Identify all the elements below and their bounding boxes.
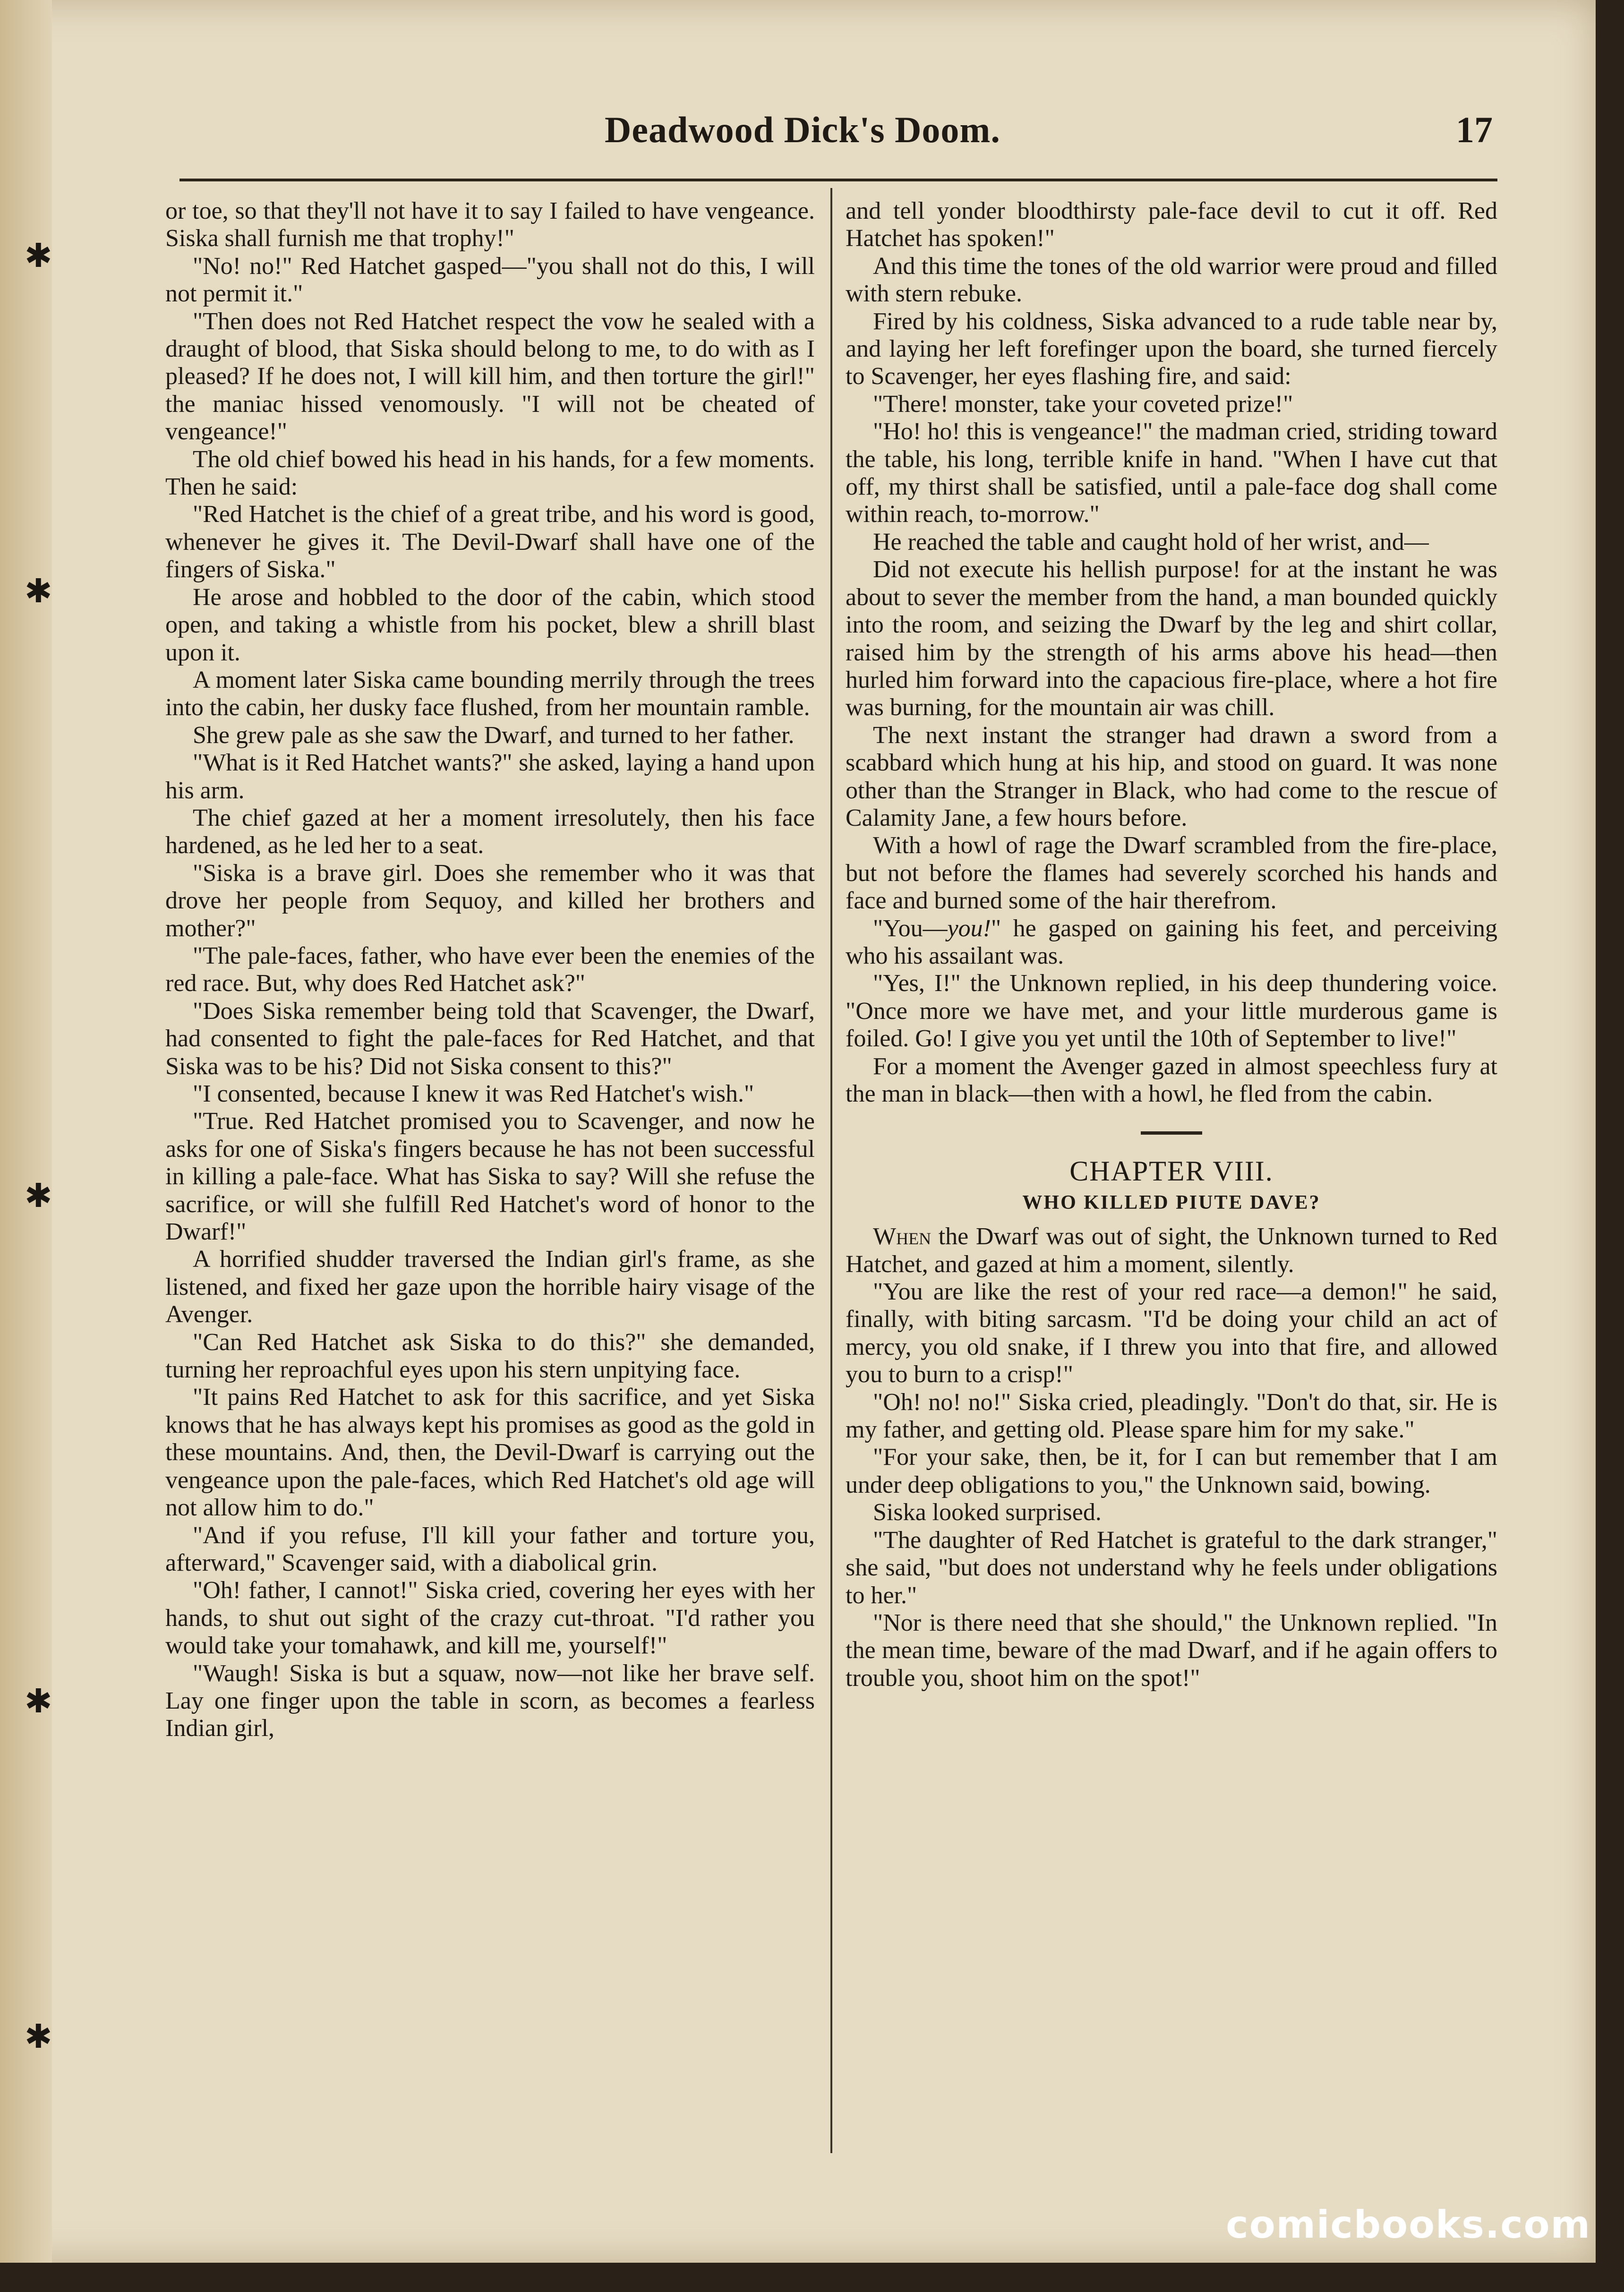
paragraph: and tell yonder bloodthirsty pale-face devil to cut it off. Red Hatchet has spoken!" [846,197,1497,252]
italic-text: you! [947,915,991,942]
text-run: "You— [873,915,948,942]
paragraph: "Oh! father, I cannot!" Siska cried, covering her eyes with her hands, to shut out sight of the crazy cut-throat. "I'd rather you would take your tomahawk, and kill me, yourself!" [165,1577,815,1659]
paragraph: "True. Red Hatchet promised you to Scavenger, and now he asks for one of Siska's fingers because he has not been successful in killing a pale-face. What has Siska to say? Will she refuse the sacrifice, or will she fulfill Red Hatchet's word of honor to the Dwarf!" [165,1108,815,1246]
running-header [605,109,1493,161]
paragraph: "The daughter of Red Hatchet is grateful to the dark stranger," she said, "but does not understand why he feels under obligations to her." [846,1526,1497,1609]
paragraph: "Yes, I!" the Unknown replied, in his deep thundering voice. "Once more we have met, and your little murderous game is foiled. Go! I give you yet until the 10th of September to live!" [846,970,1497,1052]
column-divider [830,188,832,2153]
paragraph: And this time the tones of the old warrior were proud and filled with stern rebuke. [846,252,1497,308]
lead-word: When [873,1223,932,1250]
chapter-opening-paragraph [846,1223,1497,1278]
paragraph [846,915,1497,970]
running-title: Deadwood Dick's Doom. [605,109,1000,150]
stitch-mark-icon: ✱ [25,1178,52,1214]
paragraph: The old chief bowed his head in his hands, for a few moments. Then he said: [165,445,815,501]
paragraph: "Does Siska remember being told that Scavenger, the Dwarf, had consented to fight the pale-faces for Red Hatchet, and that Siska was to be his? Did not Siska consent to this?" [165,997,815,1080]
paragraph: "Waugh! Siska is but a squaw, now—not like her brave self. Lay one finger upon the table in scorn, as becomes a fearless Indian girl, [165,1659,815,1742]
paragraph: "Then does not Red Hatchet respect the vow he sealed with a draught of blood, that Siska should belong to me, to do with as I pleased? If he does not, I will kill him, and then torture the girl!" the maniac hissed venomously. "I will not be cheated of vengeance!" [165,308,815,445]
paragraph: "The pale-faces, father, who have ever been the enemies of the red race. But, why does Red Hatchet ask?" [165,942,815,997]
paragraph: "Siska is a brave girl. Does she remember who it was that drove her people from Sequoy, and killed her brothers and mother?" [165,859,815,942]
chapter-divider-rule [1141,1131,1202,1135]
paragraph: With a howl of rage the Dwarf scrambled from the fire-place, but not before the flames had severely scorched his hands and face and burned some of the hair therefrom. [846,832,1497,915]
paragraph: He reached the table and caught hold of her wrist, and— [873,528,1429,556]
text-run: the Dwarf was out of sight, the Unknown turned to Red Hatchet, and gazed at him a moment, silently. [846,1223,1497,1278]
stitch-mark-icon: ✱ [25,573,52,610]
paragraph: "Nor is there need that she should," the Unknown replied. "In the mean time, beware of the mad Dwarf, and if he again offers to trouble you, shoot him on the spot!" [846,1609,1497,1692]
paragraph: "Ho! ho! this is vengeance!" the madman cried, striding toward the table, his long, terrible knife in hand. "When I have cut that off, my thirst shall be satisfied, until a pale-face dog shall come within reach, to-morrow." [846,418,1497,528]
paragraph: A horrified shudder traversed the Indian girl's frame, as she listened, and fixed her gaze upon the horrible hairy visage of the Avenger. [165,1246,815,1328]
chapter-title: CHAPTER VIII. [1069,1155,1274,1187]
paragraph: The next instant the stranger had drawn a sword from a scabbard which hung at his hip, and stood on guard. It was none other than the Stranger in Black, who had come to the rescue of Calamity Jane, a few hours before. [846,721,1497,831]
paragraph: "You are like the rest of your red race—a demon!" he said, finally, with biting sarcasm. "I'd be doing your child an act of mercy, you old snake, if I threw you into that fire, and allowed you to burn to a crisp!" [846,1278,1497,1388]
paragraph: "It pains Red Hatchet to ask for this sacrifice, and yet Siska knows that he has always kept his promises as good as the gold in these mountains. And, then, the Devil-Dwarf is carrying out the vengeance upon the pale-faces, which Red Hatchet's old age will not allow him to do." [165,1384,815,1522]
paragraph: "Can Red Hatchet ask Siska to do this?" she demanded, turning her reproachful eyes upon his stern unpitying face. [165,1328,815,1384]
paragraph: "I consented, because I knew it was Red Hatchet's wish." [193,1080,754,1107]
paragraph: "For your sake, then, be it, for I can but remember that I am under deep obligations to you," the Unknown said, bowing. [846,1444,1497,1498]
paragraph: For a moment the Avenger gazed in almost speechless fury at the man in black—then with a howl, he fled from the cabin. [846,1052,1497,1107]
chapter-subtitle: WHO KILLED PIUTE DAVE? [1022,1191,1321,1214]
paragraph: "What is it Red Hatchet wants?" she asked, laying a hand upon his arm. [165,749,815,804]
stitch-mark-icon: ✱ [25,2019,52,2055]
paragraph: Siska looked surprised. [873,1499,1102,1526]
site-watermark: comicbooks.com [1226,2203,1591,2247]
page-binding [0,0,52,2263]
paragraph: A moment later Siska came bounding merrily through the trees into the cabin, her dusky face flushed, from her mountain ramble. [165,666,815,721]
right-column [846,197,1497,1692]
text-run: " he gasped on gaining his feet, and perceiving who his assailant was. [846,915,1497,969]
paragraph: He arose and hobbled to the door of the cabin, which stood open, and taking a whistle from his pocket, blew a shrill blast upon it. [165,583,815,666]
paragraph: Fired by his coldness, Siska advanced to a rude table near by, and laying her left forefinger upon the board, she turned fiercely to Scavenger, her eyes flashing fire, and said: [846,308,1497,390]
paragraph: "And if you refuse, I'll kill your father and torture you, afterward," Scavenger said, with a diabolical grin. [165,1522,815,1576]
stitch-mark-icon: ✱ [25,238,52,274]
paragraph: "Red Hatchet is the chief of a great tribe, and his word is good, whenever he gives it. The Devil-Dwarf shall have one of the fingers of Siska." [165,501,815,583]
left-column [165,197,815,1743]
paragraph: Did not execute his hellish purpose! for at the instant he was about to sever the member from the hand, a man bounded quickly into the room, and seizing the Dwarf by the leg and shirt collar, raised him by the strength of his arms above his head—then hurled him forward into the capacious fire-place, where a hot fire was burning, for the mountain air was chill. [846,556,1497,721]
paragraph: The chief gazed at her a moment irresolutely, then his face hardened, as he led her to a seat. [165,804,815,859]
paragraph: "There! monster, take your coveted prize!" [873,390,1293,418]
paragraph: or toe, so that they'll not have it to say I failed to have vengeance. Siska shall furnish me that trophy!" [165,197,815,252]
header-rule [179,179,1497,181]
paragraph: "Oh! no! no!" Siska cried, pleadingly. "Don't do that, sir. He is my father, and getting old. Please spare him for my sake." [846,1388,1497,1444]
stitch-mark-icon: ✱ [25,1684,52,1720]
paragraph: "No! no!" Red Hatchet gasped—"you shall not do this, I will not permit it." [165,252,815,308]
page-number: 17 [1456,109,1493,150]
paragraph: She grew pale as she saw the Dwarf, and turned to her father. [193,721,795,749]
